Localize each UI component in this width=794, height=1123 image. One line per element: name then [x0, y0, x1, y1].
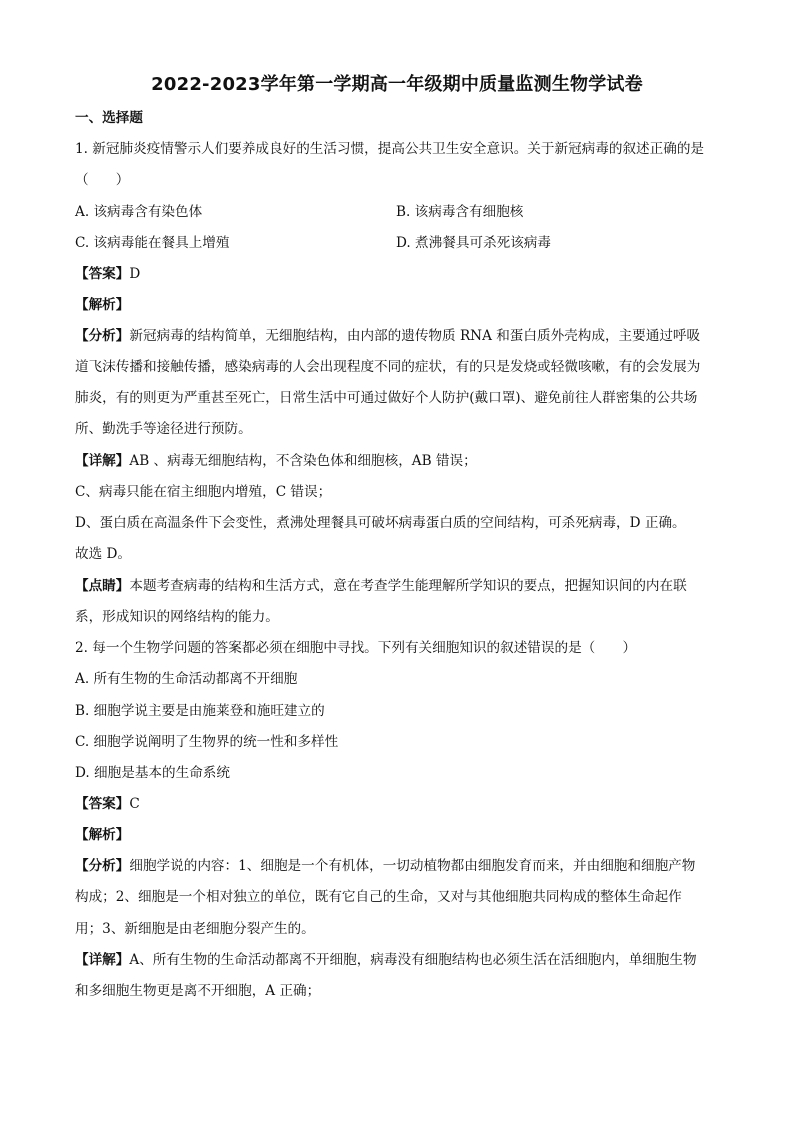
q2-stem: 2. 每一个生物学问题的答案都必须在细胞中寻找。下列有关细胞知识的叙述错误的是（ ） — [75, 640, 637, 656]
q2-fenxi-line-2: 构成；2、细胞是一个相对独立的单位，既有它自己的生命，又对与其他细胞共同构成的整体生命起作 — [75, 889, 682, 905]
q2-fenxi-tag: 【分析】 — [75, 858, 130, 874]
q1-analysis-tag: 【解析】 — [75, 297, 130, 313]
q1-fenxi-line-2: 道飞沫传播和接触传播，感染病毒的人会出现程度不同的症状，有的只是发烧或轻微咳嗽，有的会发展为 — [75, 359, 701, 375]
q2-xiangjie-text-1: A、所有生物的生命活动都离不开细胞，病毒没有细胞结构也必须生活在活细胞内，单细胞生物 — [129, 952, 697, 968]
q1-xiangjie-tag: 【详解】 — [75, 453, 130, 469]
q2-answer-value: C — [129, 796, 140, 812]
q2-option-b: B. 细胞学说主要是由施莱登和施旺建立的 — [75, 703, 325, 719]
q1-fenxi-text-1: 新冠病毒的结构简单，无细胞结构，由内部的遗传物质 RNA 和蛋白质外壳构成，主要通过呼吸 — [129, 328, 701, 344]
q1-dianjing-text-1: 本题考查病毒的结构和生活方式，意在考查学生能理解所学知识的要点，把握知识间的内在联 — [129, 578, 687, 594]
q1-option-c: C. 该病毒能在餐具上增殖 — [75, 235, 230, 251]
q2-fenxi-text-1: 细胞学说的内容：1、细胞是一个有机体，一切动植物都由细胞发育而来，并由细胞和细胞产物 — [129, 858, 696, 874]
q2-xiangjie-tag: 【详解】 — [75, 952, 130, 968]
section-heading: 一、选择题 — [75, 110, 143, 126]
q2-option-a: A. 所有生物的生命活动都离不开细胞 — [75, 671, 298, 687]
q1-option-d: D. 煮沸餐具可杀死该病毒 — [396, 235, 551, 251]
q1-option-a: A. 该病毒含有染色体 — [75, 204, 203, 220]
q1-xiangjie-line-4: 故选 D。 — [75, 546, 132, 562]
q1-option-b: B. 该病毒含有细胞核 — [396, 204, 524, 220]
q1-fenxi-line-3: 肺炎，有的则更为严重甚至死亡，日常生活中可通过做好个人防护(戴口罩)、避免前往人群密集的公共场 — [75, 390, 698, 406]
q2-answer — [75, 794, 140, 814]
q1-xiangjie-line-2: C、病毒只能在宿主细胞内增殖，C 错误； — [75, 484, 332, 500]
q1-stem-line-2: （ ） — [75, 172, 130, 188]
q1-xiangjie-line-3: D、蛋白质在高温条件下会变性，煮沸处理餐具可破坏病毒蛋白质的空间结构，可杀死病毒，D 正确。 — [75, 515, 686, 531]
q1-answer-tag: 【答案】 — [75, 266, 130, 282]
q2-option-d: D. 细胞是基本的生命系统 — [75, 765, 230, 781]
q1-xiangjie-line-1 — [75, 451, 477, 471]
q1-dianjing-tag: 【点睛】 — [75, 578, 130, 594]
q1-fenxi-line-4: 所、勤洗手等途径进行预防。 — [75, 421, 252, 437]
q1-answer-value: D — [129, 266, 141, 282]
page-title: 2022-2023学年第一学期高一年级期中质量监测生物学试卷 — [151, 74, 643, 95]
q1-stem-line-1: 1. 新冠肺炎疫情警示人们要养成良好的生活习惯，提高公共卫生安全意识。关于新冠病毒的叙述正确的是 — [75, 141, 705, 157]
q2-option-c: C. 细胞学说阐明了生物界的统一性和多样性 — [75, 734, 339, 750]
q1-answer — [75, 264, 140, 284]
q2-xiangjie-line-2: 和多细胞生物更是离不开细胞，A 正确； — [75, 983, 321, 999]
q1-fenxi-line-1 — [75, 326, 700, 346]
q2-answer-tag: 【答案】 — [75, 796, 130, 812]
q2-xiangjie-line-1 — [75, 950, 697, 970]
q1-fenxi-tag: 【分析】 — [75, 328, 130, 344]
q1-dianjing-line-2: 系，形成知识的网络结构的能力。 — [75, 609, 279, 625]
q2-analysis-tag: 【解析】 — [75, 827, 130, 843]
q2-fenxi-line-3: 用；3、新细胞是由老细胞分裂产生的。 — [75, 921, 315, 937]
q2-fenxi-line-1 — [75, 856, 695, 876]
q1-dianjing-line-1 — [75, 576, 687, 596]
q1-xiangjie-text-1: AB 、病毒无细胞结构，不含染色体和细胞核，AB 错误； — [129, 453, 477, 469]
